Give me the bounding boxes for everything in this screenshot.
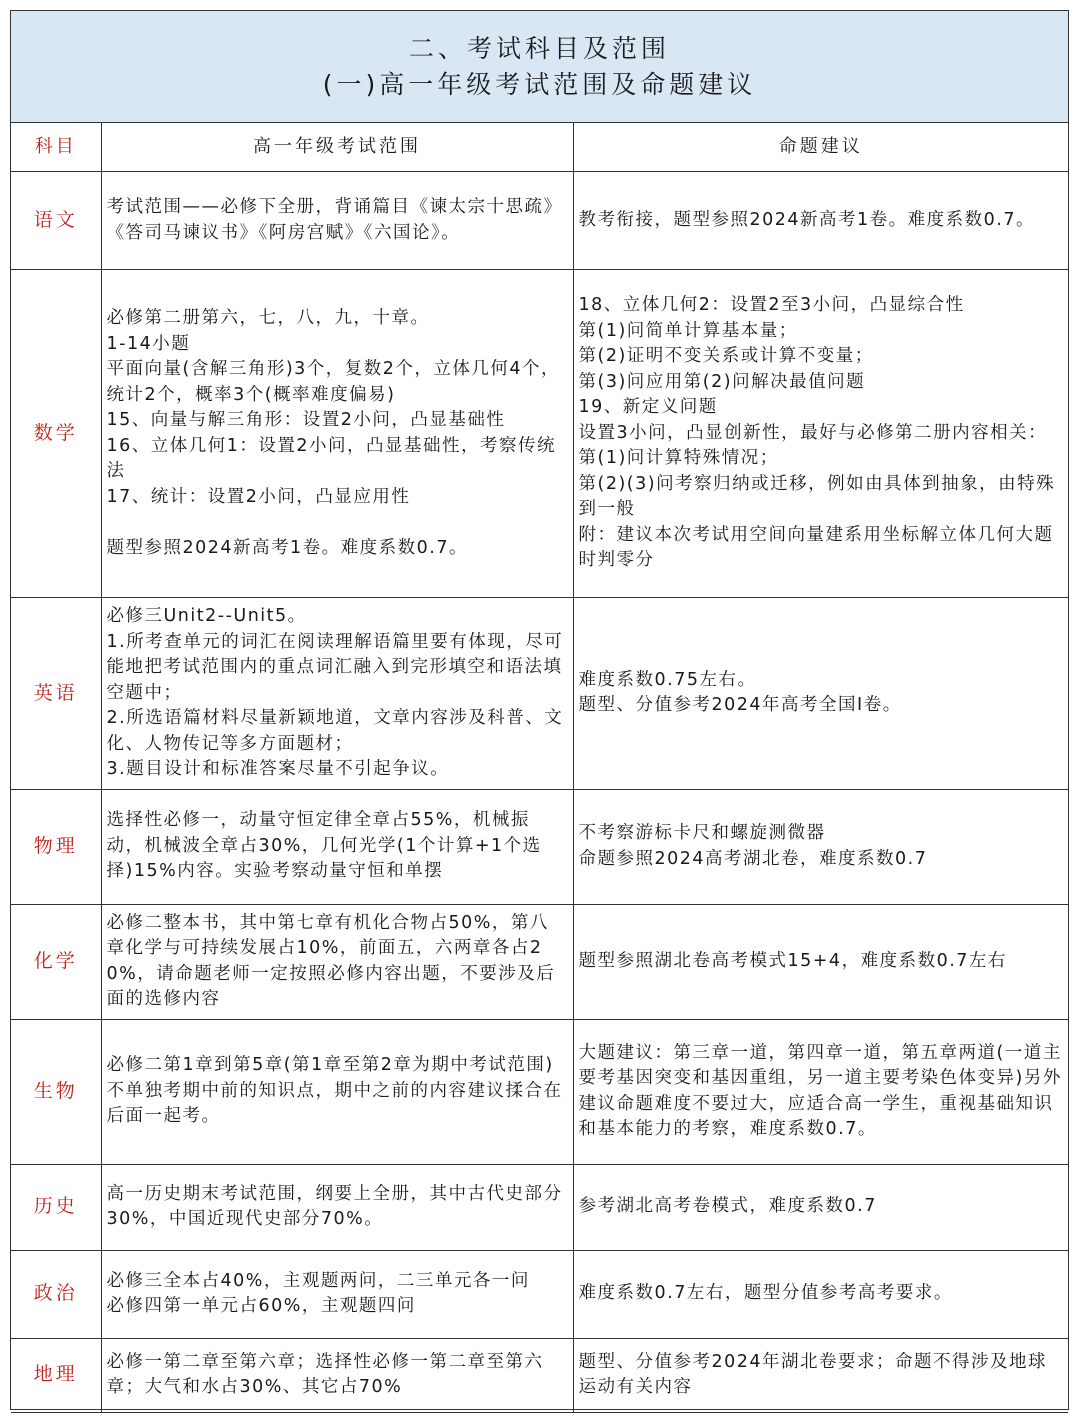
scope-text: 考试范围——必修下全册，背诵篇目《谏太宗十思疏》《答司马谏议书》《阿房宫赋》《六国论》。 [106, 197, 563, 243]
scope-cell [101, 789, 573, 904]
table-row-english [11, 598, 1068, 790]
scope-cell [101, 1019, 573, 1164]
table-row-biology [11, 1019, 1068, 1164]
advice-cell [573, 789, 1068, 904]
subject-cell: 化学 [11, 904, 101, 1019]
scope-cell [101, 270, 573, 598]
advice-text: 难度系数0.7左右，题型分值参考高考要求。 [578, 1283, 953, 1304]
advice-text: 不考察游标卡尺和螺旋测微器 命题参照2024高考湖北卷，难度系数0.7 [578, 823, 928, 869]
advice-text: 题型参照湖北卷高考模式15+4，难度系数0.7左右 [578, 950, 1007, 971]
exam-scope-table [11, 123, 1068, 1413]
scope-text: 高一历史期末考试范围，纲要上全册，其中古代史部分30%，中国近现代史部分70%。 [106, 1183, 563, 1229]
subject-cell: 政治 [11, 1250, 101, 1338]
table-row-chinese [11, 172, 1068, 270]
advice-cell [573, 1338, 1068, 1412]
subject-cell: 语文 [11, 172, 101, 270]
scope-cell [101, 904, 573, 1019]
scope-cell [101, 1338, 573, 1412]
document-sheet [10, 10, 1069, 1410]
subject-cell: 物理 [11, 789, 101, 904]
header-scope: 高一年级考试范围 [101, 123, 573, 172]
scope-cell [101, 598, 573, 790]
subject-cell: 数学 [11, 270, 101, 598]
advice-text: 18、立体几何2：设置2至3小问，凸显综合性 第(1)问简单计算基本量； 第(2)证明不变关系或计算不变量； 第(3)问应用第(2)问解决最值问题 19、新定义问题 设置3小问，凸显创新性，最好与必修第二册内容相关： 第(1)问计算特殊情况； 第(2)(3)问考察归纳或迁移，例如由具体到抽象，由特殊到一般 附：建议本次考试用空间向量建系用坐标解立体几何大题时判零分 [578, 295, 1056, 571]
advice-text: 教考衔接，题型参照2024新高考1卷。难度系数0.7。 [578, 209, 1035, 230]
scope-text: 必修二第1章到第5章(第1章至第2章为期中考试范围)不单独考期中前的知识点，期中之前的内容建议揉合在后面一起考。 [106, 1055, 563, 1127]
table-row-geography [11, 1338, 1068, 1412]
scope-text: 必修三Unit2--Unit5。 1.所考查单元的词汇在阅读理解语篇里要有体现，尽可能地把考试范围内的重点词汇融入到完形填空和语法填空题中； 2.所选语篇材料尽量新颖地道，文章内容涉及科普、文化、人物传记等多方面题材； 3.题目设计和标准答案尽量不引起争议。 [106, 606, 564, 779]
advice-text: 大题建议：第三章一道，第四章一道，第五章两道(一道主要考基因突变和基因重组，另一道主要考染色体变异)另外建议命题难度不要过大，应适合高一学生，重视基础知识和基本能力的考察，难度系数0.7。 [578, 1042, 1062, 1139]
scope-text: 选择性必修一，动量守恒定律全章占55%，机械振动，机械波全章占30%，几何光学(1个计算+1个选择)15%内容。实验考察动量守恒和单摆 [106, 810, 542, 882]
table-row-math [11, 270, 1068, 598]
advice-cell [573, 598, 1068, 790]
title-banner [11, 11, 1068, 123]
scope-text: 必修二整本书，其中第七章有机化合物占50%，第八章化学与可持续发展占10%，前面五，六两章各占20%，请命题老师一定按照必修内容出题，不要涉及后面的选修内容 [106, 912, 556, 1009]
scope-text: 必修一第二章至第六章；选择性必修一第二章至第六章；大气和水占30%、其它占70% [106, 1351, 544, 1397]
advice-text: 参考湖北高考卷模式，难度系数0.7 [578, 1196, 877, 1217]
advice-text: 题型、分值参考2024年湖北卷要求；命题不得涉及地球运动有关内容 [578, 1351, 1048, 1397]
advice-cell [573, 1164, 1068, 1250]
table-row-physics [11, 789, 1068, 904]
scope-cell [101, 1164, 573, 1250]
header-advice: 命题建议 [573, 123, 1068, 172]
subject-cell: 历史 [11, 1164, 101, 1250]
table-header-row [11, 123, 1068, 172]
advice-cell [573, 172, 1068, 270]
advice-cell [573, 270, 1068, 598]
subject-cell: 英语 [11, 598, 101, 790]
advice-cell [573, 1019, 1068, 1164]
scope-cell [101, 1250, 573, 1338]
subject-cell: 生物 [11, 1019, 101, 1164]
header-subject: 科目 [11, 123, 101, 172]
advice-text: 难度系数0.75左右。 题型、分值参考2024年高考全国Ⅰ卷。 [578, 669, 902, 716]
table-row-chemistry [11, 904, 1068, 1019]
table-row-politics [11, 1250, 1068, 1338]
scope-text: 必修第二册第六，七，八，九，十章。 1-14小题 平面向量(含解三角形)3个，复数2个，立体几何4个，统计2个，概率3个(概率难度偏易) 15、向量与解三角形：设置2小问，凸显基础性 16、立体几何1：设置2小问，凸显基础性，考察传统法 17、统计：设置2小问，凸显应用性 题型参照2024新高考1卷。难度系数0.7。 [106, 308, 561, 558]
scope-cell [101, 172, 573, 270]
subject-cell: 地理 [11, 1338, 101, 1412]
table-row-history [11, 1164, 1068, 1250]
scope-text: 必修三全本占40%，主观题两问，二三单元各一问 必修四第一单元占60%，主观题四问 [106, 1270, 530, 1316]
advice-cell [573, 1250, 1068, 1338]
subsection-title: (一)高一年级考试范围及命题建议 [322, 69, 757, 99]
section-title: 二、考试科目及范围 [408, 33, 670, 63]
advice-cell [573, 904, 1068, 1019]
